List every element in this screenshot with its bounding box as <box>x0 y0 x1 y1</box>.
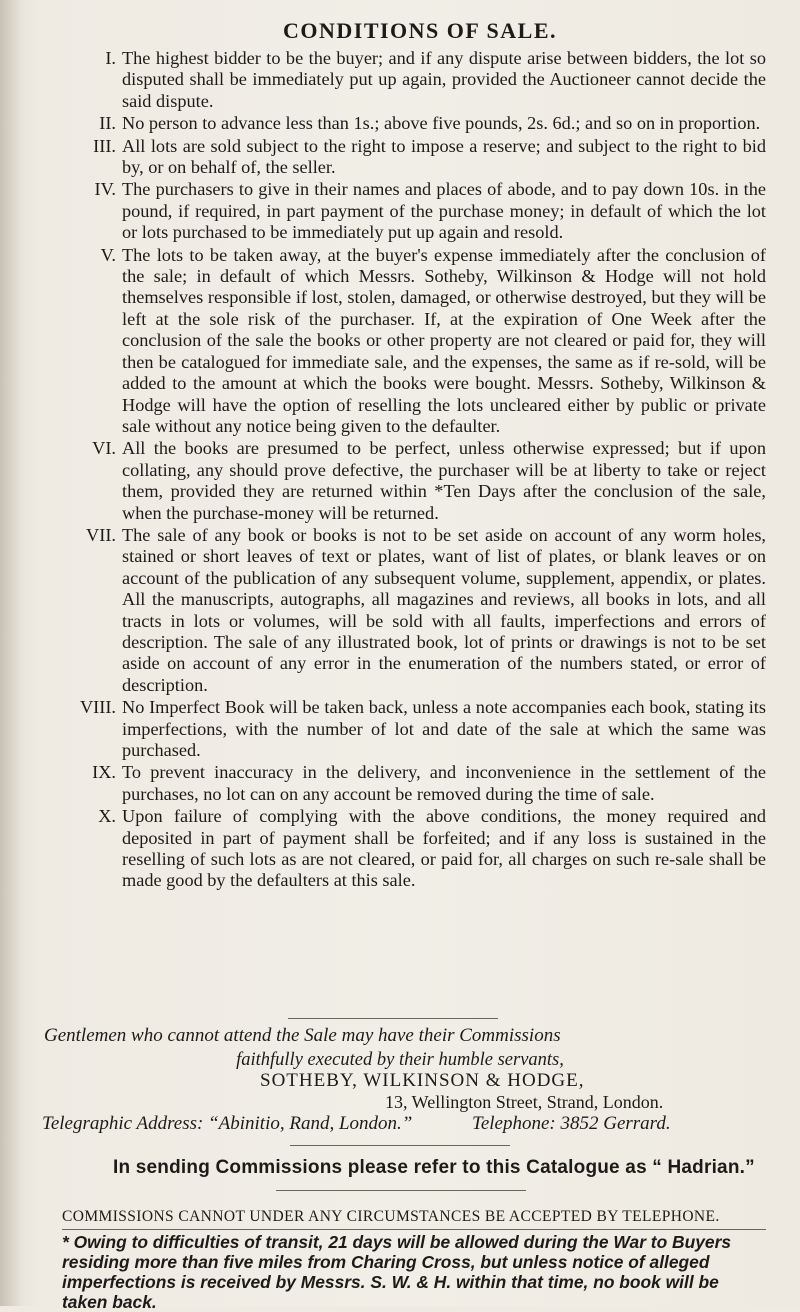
divider-rule <box>62 1229 766 1230</box>
condition-text: To prevent inaccuracy in the delivery, and inconvenience in the settlement of the purchases, no lot can on any account be removed during the time of sale. <box>122 762 766 804</box>
page-edge-shadow <box>0 0 22 1306</box>
condition-numeral: I. <box>105 48 116 68</box>
condition-numeral: VIII. <box>79 697 116 718</box>
condition-5 <box>44 245 766 438</box>
condition-10 <box>44 806 766 892</box>
divider-rule <box>290 1145 510 1146</box>
telephone-commissions-notice: COMMISSIONS CANNOT UNDER ANY CIRCUMSTANCES BE ACCEPTED BY TELEPHONE. <box>62 1208 720 1225</box>
divider-rule <box>276 1190 526 1191</box>
condition-numeral: IV. <box>94 179 116 200</box>
conditions-list <box>44 48 766 893</box>
telegraphic-address: Telegraphic Address: “Abinitio, Rand, London.” <box>42 1113 413 1134</box>
condition-numeral: III. <box>93 135 116 156</box>
condition-numeral: VII. <box>86 524 116 545</box>
page-title: CONDITIONS OF SALE. <box>282 18 557 43</box>
condition-9 <box>44 762 766 805</box>
condition-7 <box>44 525 766 696</box>
condition-4 <box>44 179 766 243</box>
condition-numeral: V. <box>100 244 116 265</box>
condition-text: No Imperfect Book will be taken back, unless a note accompanies each book, stating its imperfections, with the number of lot and date of the sale at which the same was purchased. <box>122 697 766 760</box>
condition-2 <box>44 113 766 134</box>
condition-numeral: II. <box>99 113 116 134</box>
condition-numeral: IX. <box>92 762 116 783</box>
condition-text: All lots are sold subject to the right to impose a reserve; and subject to the right to bid by, or on behalf of, the seller. <box>122 135 766 178</box>
war-transit-footnote: * Owing to difficulties of transit, 21 days will be allowed during the War to Buyers residing more than five miles from Charing Cross, but unless notice of alleged imperfections is received by Messrs. S. W. & H. within that time, no book will be taken back. <box>62 1232 732 1312</box>
catalogue-reference-note: In sending Commissions please refer to this Catalogue as “ Hadrian.” <box>113 1157 755 1178</box>
condition-text: The lots to be taken away, at the buyer's expense immediately after the conclusion of the sale; in default of which Messrs. Sotheby, Wilkinson & Hodge will not hold themselves responsible if lost, stolen, damaged, or otherwise destroyed, but they will be left at the sole risk of the purchaser. If, at the expiration of One Week after the conclusion of the sale the books or other property are not cleared or paid for, they will then be catalogued for immediate sale, and the expenses, the same as if re-sold, will be added to the amount at which the books were bought. Messrs. Sotheby, Wilkinson & Hodge will have the option of reselling the lots uncleared either by public or private sale without any notice being given to the defaulter. <box>122 244 766 436</box>
condition-text: The highest bidder to be the buyer; and if any dispute arise between bidders, the lot so disputed shall be immediately put up again, provided the Auctioneer cannot decide the said dispute. <box>122 48 766 111</box>
faithfully-line: faithfully executed by their humble servants, <box>236 1050 564 1070</box>
condition-text: The purchasers to give in their names and places of abode, and to pay down 10s. in the pound, if required, in part payment of the purchase money; in default of which the lot or lots purchased to be immediately put up again and resold. <box>122 179 766 243</box>
condition-text: No person to advance less than 1s.; above five pounds, 2s. 6d.; and so on in proportion. <box>122 113 761 134</box>
condition-numeral: X. <box>98 806 116 827</box>
condition-text: All the books are presumed to be perfect, unless otherwise expressed; but if upon collating, any should prove defective, the purchaser will be at liberty to take or reject them, provided they are returned within *Ten Days after the conclusion of the sale, when the purchase-money will be returned. <box>122 438 766 523</box>
condition-text: The sale of any book or books is not to be set aside on account of any worm holes, stained or short leaves of text or plates, want of list of plates, or blank leaves or on account of the publication of any subsequent volume, supplement, appendix, or plates. All the manuscripts, autographs, all magazines and reviews, all books in lots, and all tracts in lots or volumes, will be sold with all faults, imperfections and errors of description. The sale of any illustrated book, lot of prints or drawings is not to be set aside on account of any error in the enumeration of the numbers stated, or error of description. <box>122 524 766 695</box>
condition-3 <box>44 136 766 179</box>
condition-6 <box>44 438 766 524</box>
firm-name: SOTHEBY, WILKINSON & HODGE, <box>260 1070 585 1091</box>
firm-address: 13, Wellington Street, Strand, London. <box>385 1092 664 1112</box>
condition-text: Upon failure of complying with the above conditions, the money required and deposited in part of payment shall be forfeited; and if any loss is sustained in the reselling of such lots as are not cleared, or paid for, all charges on such re-sale shall be made good by the defaulters at this sale. <box>122 806 766 891</box>
divider-rule <box>288 1018 498 1019</box>
telephone-number: Telephone: 3852 Gerrard. <box>472 1113 671 1134</box>
condition-8 <box>44 697 766 761</box>
commissions-note: Gentlemen who cannot attend the Sale may have their Commissions <box>44 1025 561 1046</box>
condition-numeral: VI. <box>92 438 116 459</box>
condition-1 <box>44 48 766 112</box>
